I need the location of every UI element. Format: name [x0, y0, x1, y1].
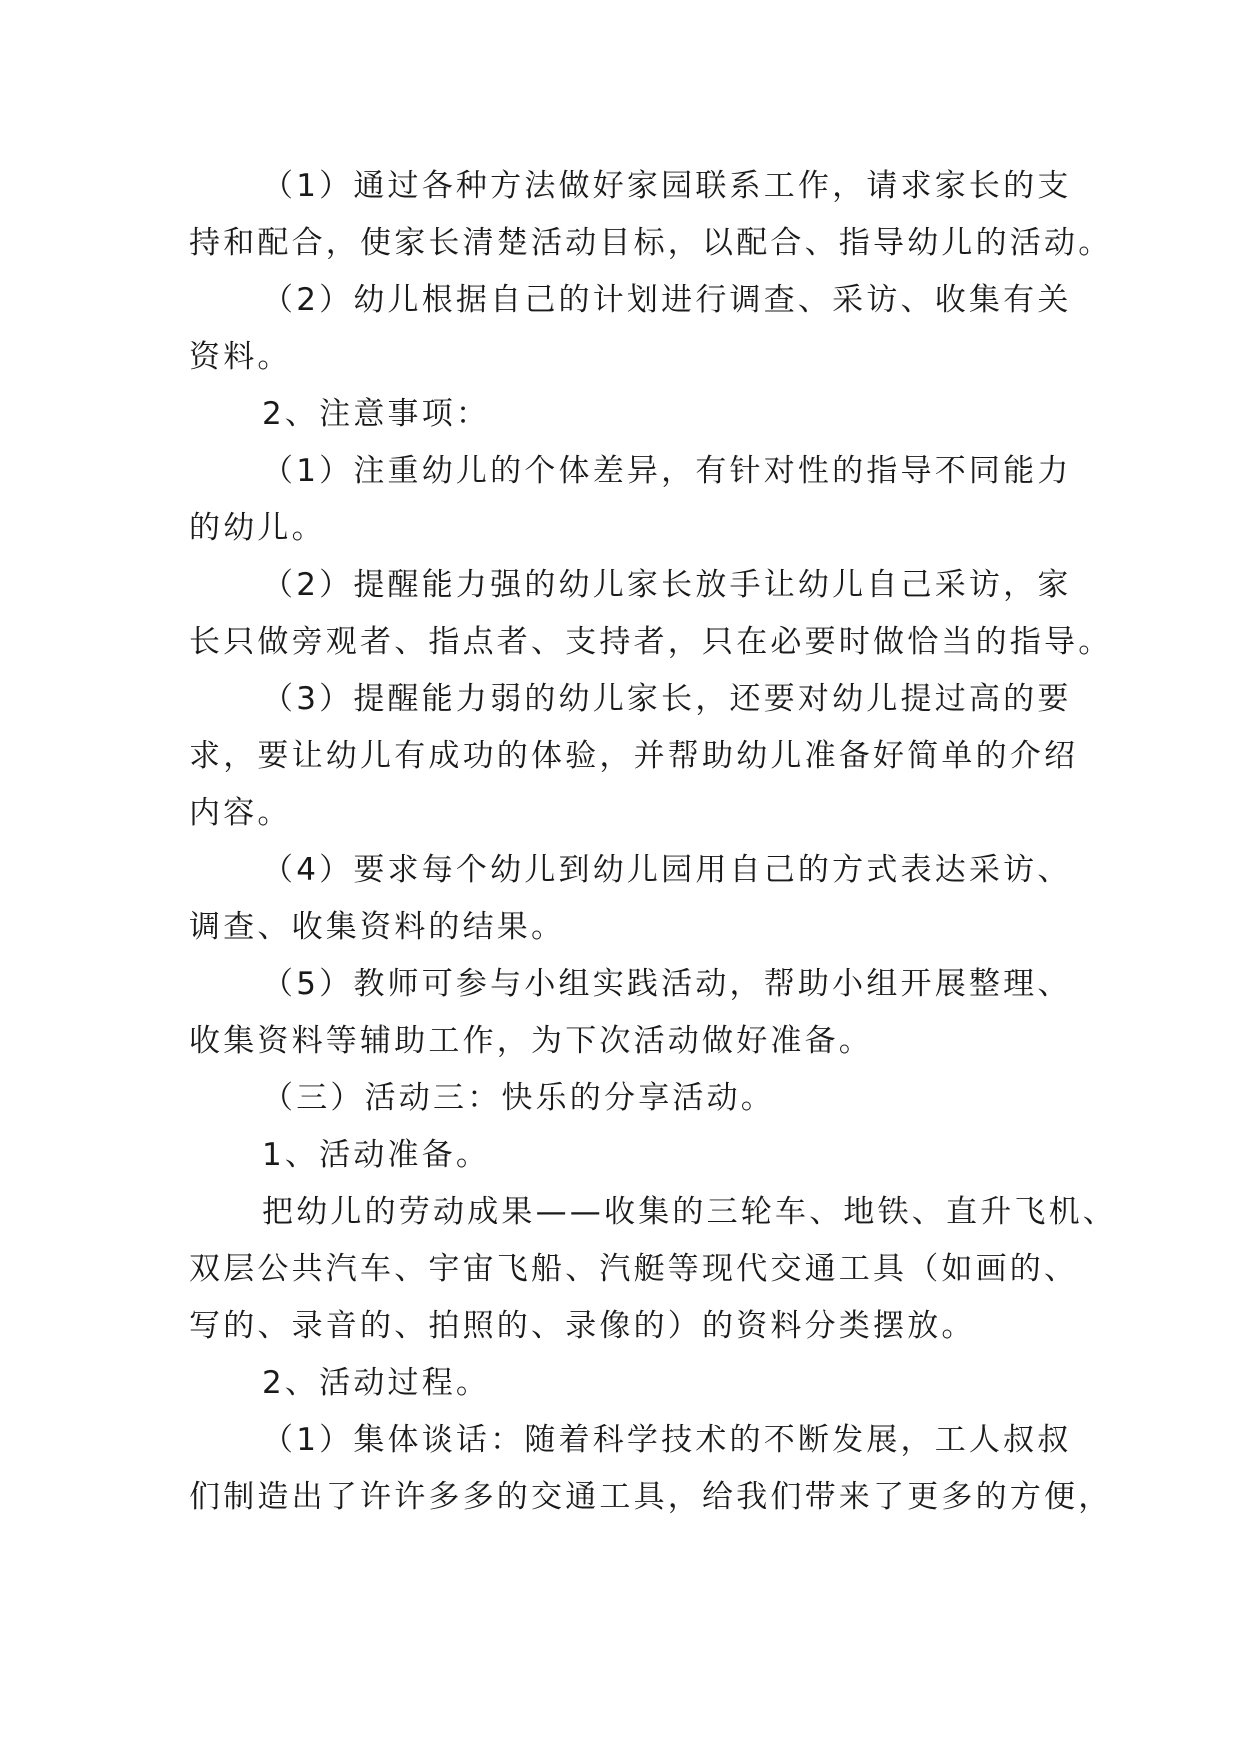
paragraph-line: （1）通过各种方法做好家园联系工作，请求家长的支 [262, 168, 1072, 204]
paragraph-line: 写的、录音的、拍照的、录像的）的资料分类摆放。 [189, 1308, 976, 1344]
paragraph-line: 把幼儿的劳动成果——收集的三轮车、地铁、直升飞机、 [262, 1194, 1117, 1230]
section-heading: 1、活动准备。 [262, 1137, 491, 1173]
section-heading: 2、注意事项： [262, 396, 491, 432]
paragraph-line: 双层公共汽车、宇宙飞船、汽艇等现代交通工具（如画的、 [189, 1251, 1079, 1287]
paragraph-line: 求，要让幼儿有成功的体验，并帮助幼儿准备好简单的介绍 [189, 738, 1079, 774]
paragraph-line: 内容。 [189, 795, 292, 831]
paragraph-line: （5）教师可参与小组实践活动，帮助小组开展整理、 [262, 966, 1072, 1002]
paragraph-line: 调查、收集资料的结果。 [189, 909, 566, 945]
paragraph-line: （1）集体谈话：随着科学技术的不断发展，工人叔叔 [262, 1422, 1072, 1458]
paragraph-line: （3）提醒能力弱的幼儿家长，还要对幼儿提过高的要 [262, 681, 1072, 717]
paragraph-line: 持和配合，使家长清楚活动目标，以配合、指导幼儿的活动。 [189, 225, 1113, 261]
paragraph-line: （4）要求每个幼儿到幼儿园用自己的方式表达采访、 [262, 852, 1072, 888]
paragraph-line: （1）注重幼儿的个体差异，有针对性的指导不同能力 [262, 453, 1072, 489]
paragraph-line: 资料。 [189, 339, 292, 375]
paragraph-line: 收集资料等辅助工作，为下次活动做好准备。 [189, 1023, 873, 1059]
paragraph-line: 们制造出了许许多多的交通工具，给我们带来了更多的方便， [189, 1479, 1113, 1515]
paragraph-line: 的幼儿。 [189, 510, 326, 546]
paragraph-line: （2）提醒能力强的幼儿家长放手让幼儿自己采访，家 [262, 567, 1072, 603]
section-heading: 2、活动过程。 [262, 1365, 491, 1401]
paragraph-line: 长只做旁观者、指点者、支持者，只在必要时做恰当的指导。 [189, 624, 1113, 660]
paragraph-line: （2）幼儿根据自己的计划进行调查、采访、收集有关 [262, 282, 1072, 318]
section-heading: （三）活动三：快乐的分享活动。 [262, 1080, 775, 1116]
